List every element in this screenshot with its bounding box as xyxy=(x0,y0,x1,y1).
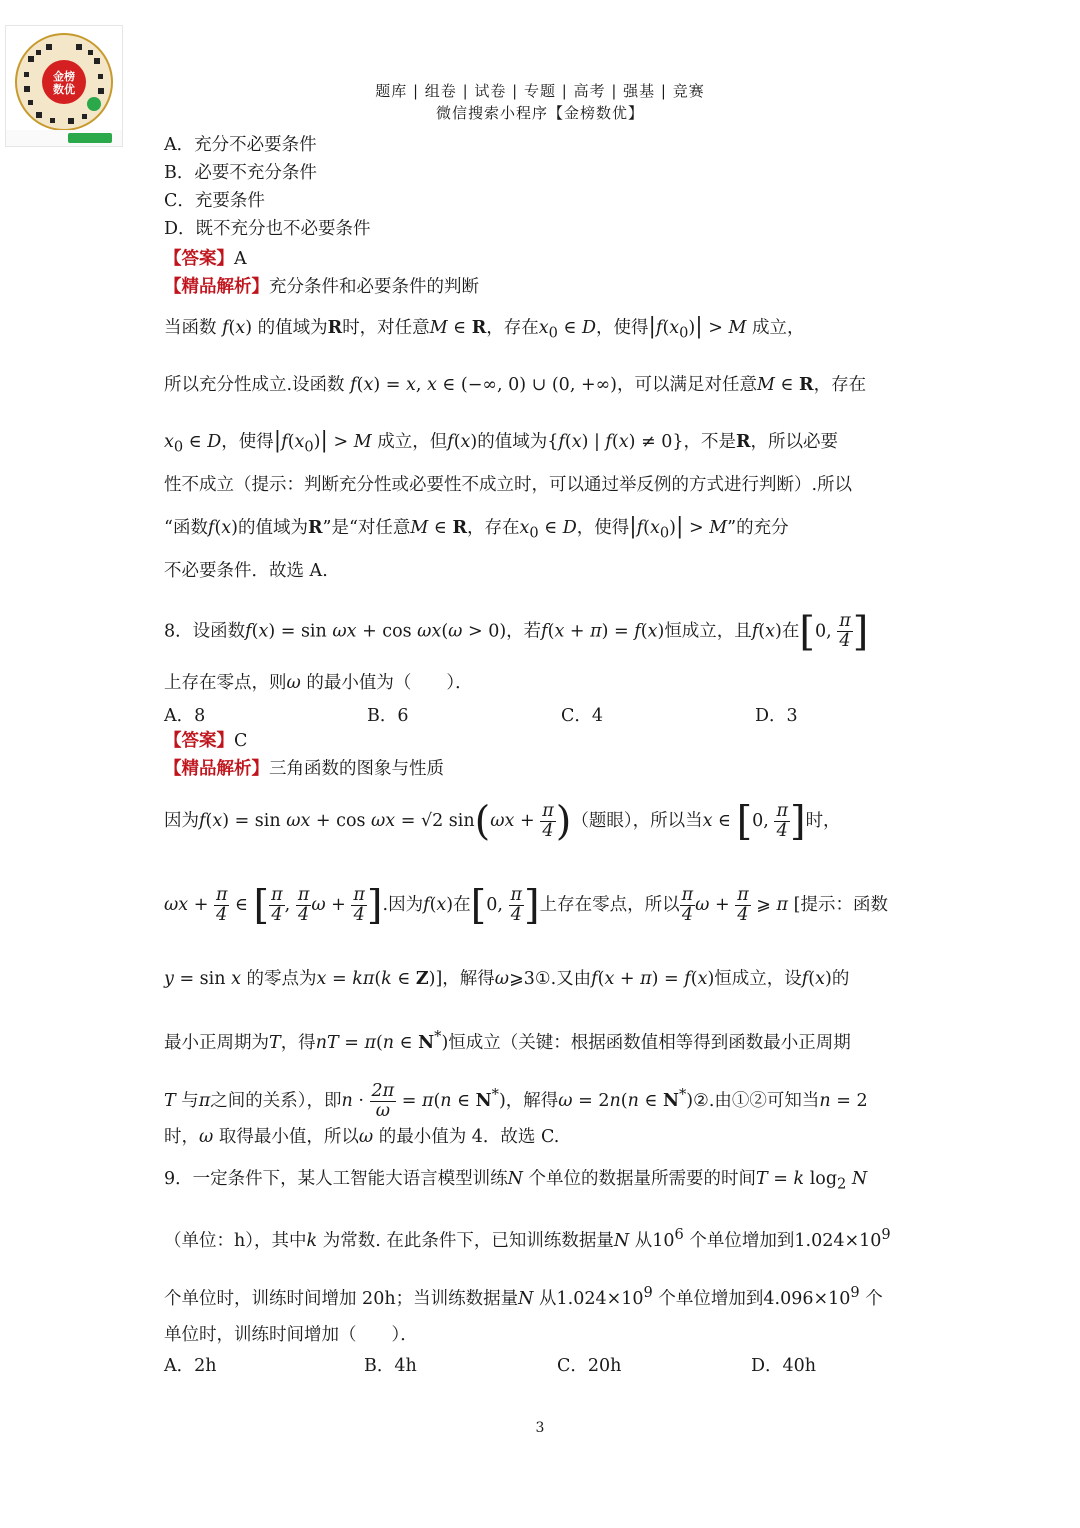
svg-text:金榜: 金榜 xyxy=(53,70,75,83)
q8-solution-line-2: ωx + $\frac{\pi}{4}$ ∈ [ $\frac{\pi}{4}$ , $\frac{\pi}{4}$ ω + $\frac{\pi}{4}$ ].因为f(x)在[0, $\frac{\pi}{4}$ ]上存在零点，所以 $\frac{\pi}{4}$ ω + $\frac{\pi}{4}$ ⩾ π [提示：函数 xyxy=(164,882,888,929)
q7-solution-line-3: $x_0$ ∈ D，使得$|f(x_0)| > M$ 成立，但f(x)的值域为{f(x) | f(x) ≠ 0}，不是R，所以必要 xyxy=(164,428,839,456)
q7-option-d: D．既不充分也不必要条件 xyxy=(164,219,371,239)
header-subtitle: 微信搜索小程序【金榜数优】 xyxy=(435,104,644,122)
q9-stem-line-1: 9．一定条件下，某人工智能大语言模型训练N 个单位的数据量所需要的时间T = k $\log_2 N$ xyxy=(164,1169,868,1193)
q7-option-c: C．充要条件 xyxy=(164,191,265,211)
q7-analysis-title xyxy=(164,276,924,298)
q7-solution-line-1: 当函数 f(x) 的值域为R时，对任意M ∈ R，存在$x_0$ ∈ D，使得$|f(x_0)| > M$ 成立， xyxy=(164,314,805,342)
analysis-tag: 【精品解析】 xyxy=(164,277,269,297)
q8-option-d: D．3 xyxy=(755,706,798,726)
q8-stem-line-1: 8．设函数f(x) = sin ωx + cos ωx(ω > 0)，若f(x + π) = f(x)恒成立，且f(x)在[0, $\frac{\pi}{4}$ ] xyxy=(164,608,869,655)
q7-solution-line-4: 性不成立（提示：判断充分性或必要性不成立时，可以通过举反例的方式进行判断）.所以 xyxy=(164,475,853,495)
q7-solution-line-6: 不必要条件．故选 A. xyxy=(164,561,328,581)
q8-option-c: C．4 xyxy=(561,706,604,726)
header-nav: 题库 | 组卷 | 试卷 | 专题 | 高考 | 强基 | 竞赛 xyxy=(375,82,705,100)
q8-option-b: B．6 xyxy=(367,706,409,726)
q9-stem-line-3: 个单位时，训练时间增加 20h；当训练数据量N 从$1.024\times 10^9$ 个单位增加到$4.096\times 10^9$ 个 xyxy=(164,1284,883,1309)
q7-option-a: A．充分不必要条件 xyxy=(164,135,317,155)
answer-tag: 【答案】 xyxy=(164,249,234,269)
q7-option-b: B．必要不充分条件 xyxy=(164,163,317,183)
q9-option-d: D．40h xyxy=(751,1356,817,1376)
q7-solution-line-5: “函数f(x)的值域为R”是“对任意M ∈ R，存在$x_0$ ∈ D，使得$|f(x_0)| > M$”的充分 xyxy=(164,514,789,542)
answer-value: A xyxy=(234,249,247,269)
page-number: 3 xyxy=(535,1420,545,1436)
q8-solution-line-1: 因为f(x) = sin ωx + cos ωx = √2 sin(ωx + $\frac{\pi}{4}$ )（题眼），所以当x ∈ [0, $\frac{\pi}{4}$ ]时， xyxy=(164,798,841,845)
q8-stem-line-2: 上存在零点，则ω 的最小值为（ ）． xyxy=(164,673,473,693)
q8-solution-line-4: 最小正周期为T，得nT = π(n ∈ N*)恒成立（关键：根据函数值相等得到函数最小正周期 xyxy=(164,1028,851,1053)
q9-stem-line-2: （单位：h），其中k 为常数. 在此条件下，已知训练数据量N 从$10^6$ 个单位增加到$1.024\times 10^9$ xyxy=(164,1226,891,1251)
q9-option-b: B．4h xyxy=(364,1356,417,1376)
q8-answer: 【答案】C xyxy=(164,731,248,751)
q8-solution-line-5: T 与π之间的关系），即n · $\frac{2\pi}{\omega}$ = π(n ∈ N*)，解得ω = 2n(n ∈ N*)②.由①②可知当n = 2 xyxy=(164,1080,868,1121)
analysis-topic: 充分条件和必要条件的判断 xyxy=(269,277,479,297)
q7-answer xyxy=(164,248,924,270)
q8-analysis-title: 【精品解析】三角函数的图象与性质 xyxy=(164,759,444,779)
svg-text:数优: 数优 xyxy=(53,83,75,96)
q7-solution-line-2: 所以充分性成立.设函数 f(x) = x, x ∈ (−∞, 0) ∪ (0, +∞)，可以满足对任意M ∈ R，存在 xyxy=(164,375,867,395)
q9-option-a: A．2h xyxy=(164,1356,217,1376)
q8-solution-line-6: 时，ω 取得最小值，所以ω 的最小值为 4．故选 C. xyxy=(164,1127,560,1147)
q9-option-c: C．20h xyxy=(557,1356,622,1376)
q9-stem-line-4: 单位时，训练时间增加（ ）． xyxy=(164,1325,418,1345)
q8-option-a: A．8 xyxy=(164,706,206,726)
q8-solution-line-3: y = sin x 的零点为x = kπ(k ∈ Z)]，解得ω⩾3①.又由f(x + π) = f(x)恒成立，设f(x)的 xyxy=(164,969,850,989)
